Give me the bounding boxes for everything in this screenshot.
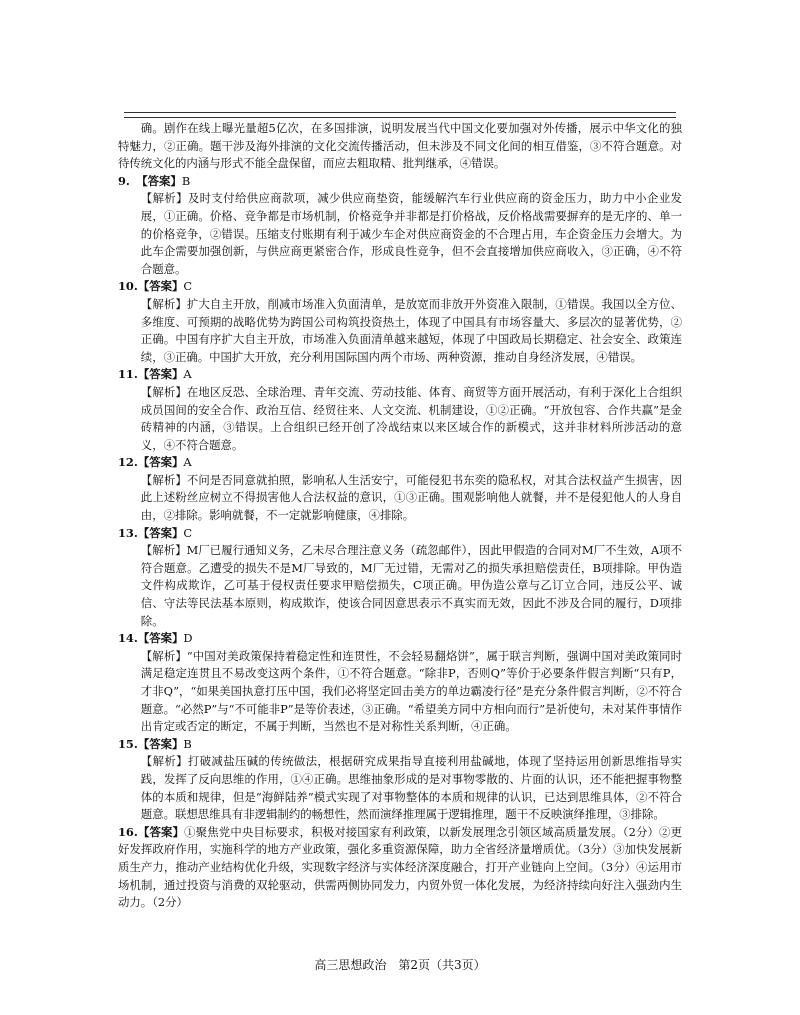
answer-tag: 【答案】	[137, 367, 184, 382]
answer-line	[118, 278, 682, 296]
question-number: 15.	[118, 736, 138, 751]
answer-line	[118, 454, 682, 472]
answer-item-14	[118, 630, 682, 736]
answer-line	[118, 366, 682, 384]
analysis-paragraph: 【解析】“中国对美政策保持着稳定性和连贯性，不会轻易翻烙饼”，属于联言判断，强调中国对美政策同时满足稳定连贯且不易改变这两个条件，①不符合题意。“除非P，否则Q”等价于必要条件假言判断“只有P，才非Q”，“如果美国执意打压中国，我们必将坚定回击美方的单边霸凌行径”是充分条件假言判断，②不符合题意。“必然P”与“不可能非P”是等价表述，③正确。“希望美方同中方相向而行”是祈使句，未对某件事情作出肯定或否定的断定，不属于判断，当然也不是对称性关系判断，④正确。	[140, 648, 682, 734]
analysis-paragraph: 【解析】及时支付给供应商款项，减少供应商垫资，能缓解汽车行业供应商的资金压力，助力中小企业发展，①正确。价格、竞争都是市场机制，价格竞争并非都是打价格战，反价格战需要摒弃的是无序的、单一的价格竞争，②错误。压缩支付账期有利于减少车企对供应商资金的不合理占用，车企资金压力会增大。为此车企需要加强创新，与供应商更紧密合作，形成良性竞争，但不会直接增加供应商收入，③正确，④不符合题意。	[140, 191, 682, 276]
answer-tag: 【答案】	[137, 525, 184, 540]
answer-value: C	[183, 525, 193, 540]
page-footer: 高三思想政治 第2页（共3页）	[314, 958, 486, 972]
question-number: 9.	[118, 173, 130, 188]
answer-value: C	[183, 279, 193, 294]
answer-value: A	[183, 455, 192, 470]
answer-line	[118, 525, 682, 543]
analysis-paragraph: 【解析】在地区反恐、全球治理、青年交流、劳动技能、体育、商贸等方面开展活动，有利于深化上合组织成员国间的安全合作、政治互信、经贸往来、人文交流、机制建设，①②正确。“开放包容、合作共赢”是金砖精神的内涵，③错误。上合组织已经开创了冷战结束以来区域合作的新模式，这并非材料所涉活动的意义，④不符合题意。	[140, 384, 682, 452]
header-rule	[124, 112, 676, 118]
answer-tag: 【答案】	[137, 455, 184, 470]
answer-tag: 【答案】	[136, 173, 182, 188]
answer-line	[118, 173, 682, 191]
answer-content	[118, 120, 682, 912]
question-number: 14.	[118, 631, 138, 646]
question-number: 10.	[118, 279, 138, 294]
answer-line	[118, 736, 682, 754]
answer-item-16	[118, 824, 682, 912]
answer-item-9	[118, 173, 682, 279]
answer-item-10	[118, 278, 682, 366]
answer-tag: 【答案】	[137, 279, 184, 294]
answer-tag: 【答案】	[137, 736, 184, 751]
continuation-paragraph: 确。剧作在线上曝光量超5亿次，在多国排演，说明发展当代中国文化要加强对外传播，展示中华文化的独特魅力，②正确。题干涉及海外排演的文化交流传播活动，但未涉及不同文化间的相互借鉴，③不符合题意。对待传统文化的内涵与形式不能全盘保留，而应去粗取精、批判继承，④错误。	[118, 121, 682, 171]
answer-line	[118, 630, 682, 648]
question-number: 16.	[118, 824, 138, 839]
answer-item-12	[118, 454, 682, 524]
answer-item-15	[118, 736, 682, 824]
question-number: 13.	[118, 525, 138, 540]
answer-value: A	[183, 367, 192, 382]
answer-value: D	[183, 631, 193, 646]
question-number: 11.	[118, 367, 138, 382]
answer-value: B	[183, 736, 192, 751]
answer-value: ①聚焦党中央目标要求，积极对接国家有利政策，以新发展理念引领区域高质量发展。（2分）②更好发挥政府作用，实施科学的地方产业政策，强化多重资源保障，助力全省经济量增质优。（3分）③加快发展新质生产力，推动产业结构优化升级，实现数字经济与实体经济深度融合，打开产业链向上空间。（3分）④运用市场机制，通过投资与消费的双轮驱动，供需两侧协同发力，内贸外贸一体化发展，为经济持续向好注入强劲内生动力。（2分）	[118, 824, 682, 910]
answer-value: B	[181, 173, 191, 188]
question-number: 12.	[118, 455, 138, 470]
analysis-paragraph: 【解析】打破减盐压碱的传统做法，根据研究成果指导直接利用盐碱地，体现了坚持运用创新思维指导实践，发挥了反向思维的作用，①④正确。思维抽象形成的是对事物零散的、片面的认识，还不能把握事物整体的本质和规律，但是“海鲜陆养”模式实现了对事物整体的本质和规律的认识，已达到思维具体，②不符合题意。联想思维具有非逻辑制约的畅想性，然而演绎推理属于逻辑推理，题干不反映演绎推理，③排除。	[140, 754, 682, 822]
answer-tag: 【答案】	[137, 824, 185, 839]
analysis-paragraph: 【解析】不问是否同意就拍照，影响私人生活安宁，可能侵犯书东奕的隐私权，对其合法权益产生损害，因此上述粉丝应树立不得损害他人合法权益的意识，①③正确。围观影响他人就餐，并不是侵犯他人的人身自由，②排除。影响就餐，不一定就影响健康，④排除。	[140, 472, 682, 523]
answer-tag: 【答案】	[137, 631, 184, 646]
answer-item-11	[118, 366, 682, 454]
answer-item-13	[118, 525, 682, 631]
analysis-paragraph: 【解析】M厂已履行通知义务，乙未尽合理注意义务（疏忽邮件），因此甲假造的合同对M厂不生效，A项不符合题意。乙遭受的损失不是M厂导致的，M厂无过错，无需对乙的损失承担赔偿责任，B项排除。甲伪造文件构成欺诈，乙可基于侵权责任要求甲赔偿损失，C项正确。甲伪造公章与乙订立合同，违反公平、诚信、守法等民法基本原则，构成欺诈，使该合同因意思表示不真实而无效，因此不涉及合同的履行，D项排除。	[140, 543, 682, 628]
analysis-paragraph: 【解析】扩大自主开放，削减市场准入负面清单，是放宽而非放开外资准入限制，①错误。我国以全方位、多维度、可预期的战略优势为跨国公司构筑投资热土，体现了中国具有市场容量大、多层次的显著优势，②正确。中国有序扩大自主开放，市场准入负面清单越来越短，体现了中国政局长期稳定、社会安全、政策连续，③正确。中国扩大开放，充分利用国际国内两个市场、两种资源，推动自身经济发展，④错误。	[140, 296, 682, 364]
answer-line	[118, 824, 682, 912]
